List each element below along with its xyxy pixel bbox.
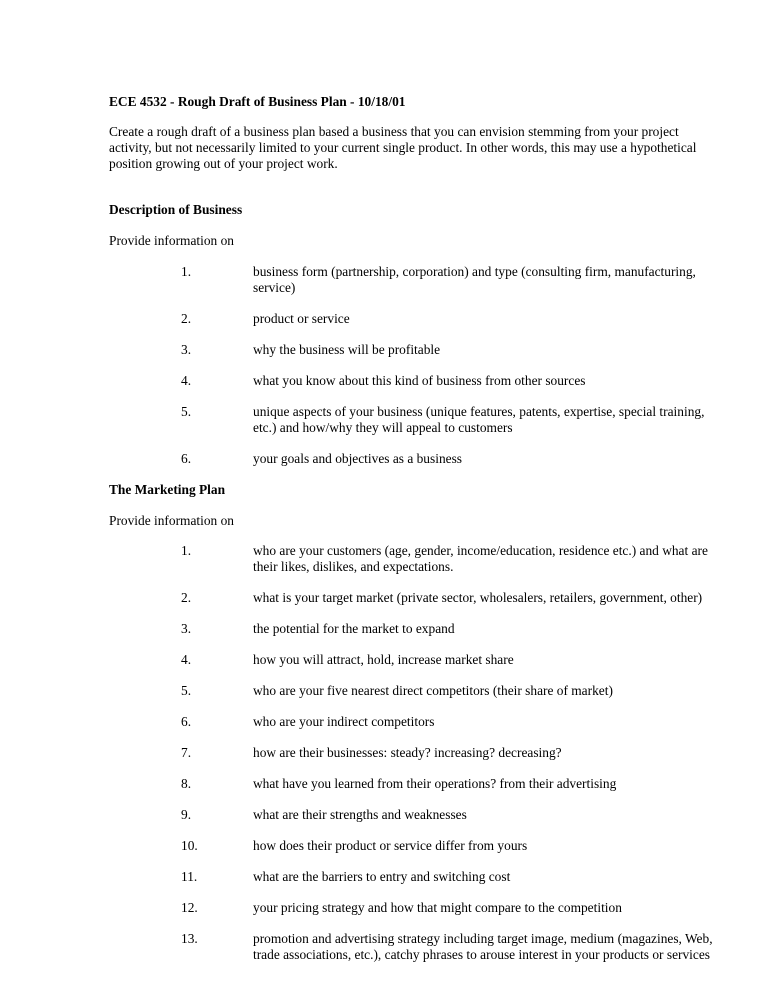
section-heading-description: Description of Business	[109, 202, 243, 217]
list-item-text: your pricing strategy and how that might compare to the competition	[253, 900, 622, 915]
list-item-text: what have you learned from their operations? from their advertising	[253, 776, 617, 791]
section-lead-marketing: Provide information on	[109, 513, 234, 528]
list-item-text: why the business will be profitable	[253, 342, 441, 357]
list-item-text: how you will attract, hold, increase market share	[253, 652, 514, 667]
list-item-number: 12.	[181, 900, 198, 915]
list-item-text: what are their strengths and weaknesses	[253, 807, 467, 822]
list-item-text: how are their businesses: steady? increasing? decreasing?	[253, 745, 562, 760]
list-item-number: 6.	[181, 714, 192, 729]
list-item-number: 13.	[181, 931, 198, 946]
list-item-text: how does their product or service differ from yours	[253, 838, 528, 853]
section-heading-marketing: The Marketing Plan	[109, 482, 226, 497]
list-item-number: 1.	[181, 543, 192, 558]
list-item-number: 5.	[181, 683, 192, 698]
list-item-number: 3.	[181, 621, 192, 636]
section-lead-description: Provide information on	[109, 233, 234, 248]
list-item-text: your goals and objectives as a business	[253, 451, 462, 466]
list-item-number: 9.	[181, 807, 192, 822]
list-item-number: 6.	[181, 451, 192, 466]
list-item-number: 7.	[181, 745, 192, 760]
list-item-number: 5.	[181, 404, 192, 419]
list-item-text: business form (partnership, corporation) and type (consulting firm, manufacturing, service)	[253, 264, 696, 295]
list-item-text: what are the barriers to entry and switching cost	[253, 869, 511, 884]
list-item-number: 10.	[181, 838, 198, 853]
list-item-number: 1.	[181, 264, 192, 279]
list-item-text: promotion and advertising strategy including target image, medium (magazines, Web, trade associations, etc.), catchy phrases to arouse interest in your products or services	[253, 931, 713, 962]
list-item-text: what is your target market (private sector, wholesalers, retailers, government, other)	[253, 590, 703, 605]
list-item-text: the potential for the market to expand	[253, 621, 455, 636]
list-item-text: unique aspects of your business (unique features, patents, expertise, special training, etc.) and how/why they will appeal to customers	[253, 404, 705, 435]
list-item-number: 4.	[181, 373, 192, 388]
list-item-number: 8.	[181, 776, 192, 791]
list-item-text: who are your indirect competitors	[253, 714, 435, 729]
list-item-number: 4.	[181, 652, 192, 667]
list-item-number: 2.	[181, 590, 192, 605]
list-item-text: who are your five nearest direct competitors (their share of market)	[253, 683, 613, 698]
document-title: ECE 4532 - Rough Draft of Business Plan - 10/18/01	[109, 94, 406, 109]
list-item-number: 11.	[181, 869, 198, 884]
list-item-text: what you know about this kind of business from other sources	[253, 373, 586, 388]
list-item-text: product or service	[253, 311, 350, 326]
intro-paragraph: Create a rough draft of a business plan based a business that you can envision stemming from your project activity, but not necessarily limited to your current single product. In other words, this may use a hypothetical position growing out of your project work.	[109, 124, 697, 171]
list-item-number: 3.	[181, 342, 192, 357]
list-item-number: 2.	[181, 311, 192, 326]
list-item-text: who are your customers (age, gender, income/education, residence etc.) and what are their likes, dislikes, and expectations.	[253, 543, 708, 574]
